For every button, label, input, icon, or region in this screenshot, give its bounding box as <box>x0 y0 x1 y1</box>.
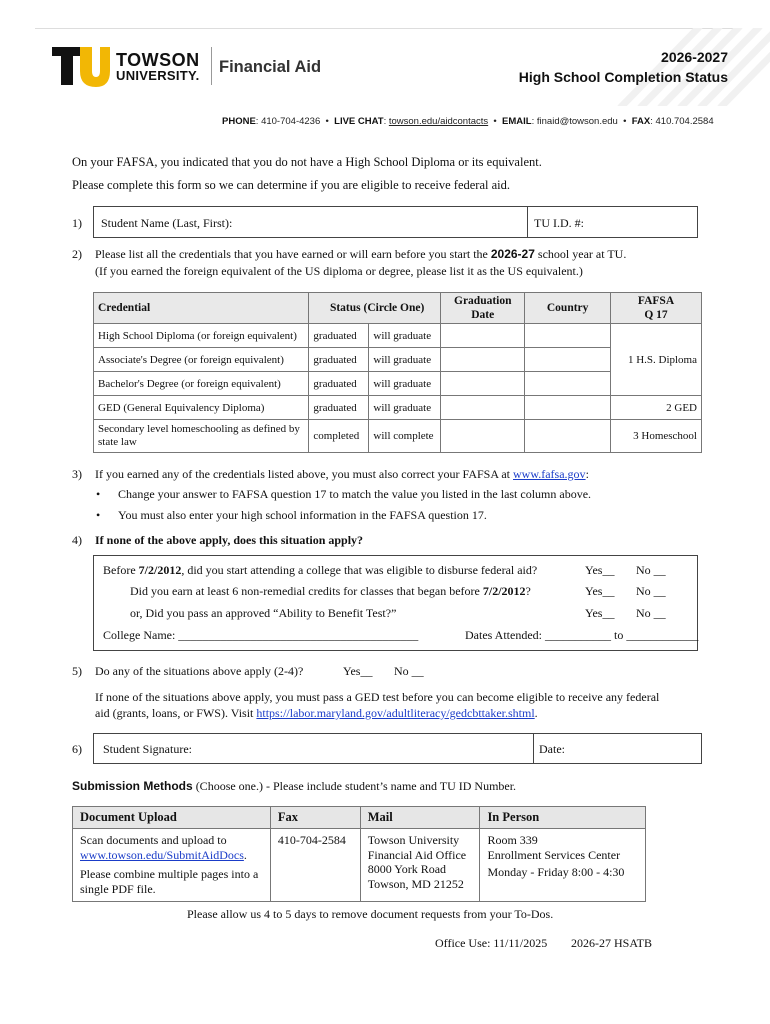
q2-number: 2) <box>72 247 82 261</box>
student-name-box[interactable] <box>93 206 698 238</box>
table-row <box>73 829 646 902</box>
signature-label: Student Signature: <box>103 742 192 756</box>
logo-separator <box>211 47 212 85</box>
q4-line2-a: Did you earn at least 6 non-remedial credits for classes that began before <box>130 584 483 598</box>
q4-date: 7/2/2012 <box>138 563 182 577</box>
fax-number: 410.704.2584 <box>655 116 714 127</box>
col-mail: Mail <box>360 807 480 829</box>
country-cell[interactable] <box>525 396 611 420</box>
country-cell[interactable] <box>525 372 611 396</box>
chat-link[interactable]: towson.edu/aidcontacts <box>388 116 489 127</box>
student-name-label: Student Name (Last, First): <box>101 216 233 230</box>
submission-header-row <box>73 807 646 829</box>
phone-number: 410-704-4236 <box>261 116 321 127</box>
table-row <box>94 420 702 453</box>
q4-line2-b: ? <box>525 584 531 598</box>
date-label: Date: <box>539 742 565 756</box>
mail-line: Towson, MD 21252 <box>367 876 464 891</box>
q5-para-c: . <box>534 706 538 720</box>
ged-link[interactable]: https://labor.maryland.gov/adultliteracy/gedcbttaker.shtml <box>256 706 535 720</box>
credential-cell: Secondary level homeschooling as defined by state law <box>94 420 309 453</box>
q3-colon: : <box>585 467 589 481</box>
q3-bullets <box>118 487 591 523</box>
office-use: Office Use: 11/11/2025 <box>435 936 548 950</box>
form-code: 2026-27 HSATB <box>571 936 653 950</box>
email-label: EMAIL <box>502 116 532 127</box>
yes-option[interactable]: Yes__ <box>585 563 615 577</box>
credential-cell: Associate's Degree (or foreign equivalent) <box>94 348 309 372</box>
q4-line-1 <box>103 563 537 578</box>
status-option[interactable]: will graduate <box>369 348 441 372</box>
in-person-line: Room 339 <box>487 833 538 847</box>
no-option[interactable]: No __ <box>394 664 424 678</box>
status-option[interactable]: will graduate <box>369 324 441 348</box>
q2-note: (If you earned the foreign equivalent of the US diploma or degree, please list it as the US equivalent.) <box>95 264 583 278</box>
credentials-table <box>93 292 702 453</box>
table-row <box>94 348 702 372</box>
q4-title-text: If none of the above apply, does this situation apply? <box>95 533 364 547</box>
submission-instructions: (Choose one.) - Please include student’s name and TU ID Number. <box>192 779 517 793</box>
intro-line-2: Please complete this form so we can determine if you are eligible to receive federal aid. <box>72 178 511 192</box>
q2-text-a: Please list all the credentials that you have earned or will earn before you start the <box>95 247 491 261</box>
table-row <box>94 372 702 396</box>
q5-number: 5) <box>72 664 82 678</box>
table-row <box>94 324 702 348</box>
mail-cell <box>360 829 480 902</box>
col-grad-line-1: Graduation <box>454 295 512 307</box>
name-id-divider <box>527 207 528 237</box>
in-person-line: Enrollment Services Center <box>487 848 621 862</box>
q6-number: 6) <box>72 742 82 756</box>
q4-title <box>95 533 363 548</box>
submission-heading <box>72 779 516 794</box>
status-option[interactable]: graduated <box>309 324 369 348</box>
yes-option[interactable]: Yes__ <box>585 584 615 598</box>
upload-dot: . <box>243 848 247 862</box>
q2-year: 2026-27 <box>490 247 535 261</box>
col-fax: Fax <box>270 807 360 829</box>
graduation-date-cell[interactable] <box>441 420 525 453</box>
status-option[interactable]: will complete <box>369 420 441 453</box>
fafsa-cell: 2 GED <box>611 396 702 420</box>
q5-para-b: aid (grants, loans, or FWS). Visit <box>95 706 257 720</box>
col-in-person: In Person <box>480 807 646 829</box>
q2-text-b: school year at TU. <box>534 247 627 261</box>
status-option[interactable]: completed <box>309 420 369 453</box>
yes-option[interactable]: Yes__ <box>585 606 615 620</box>
form-title: High School Completion Status <box>518 69 728 85</box>
col-fafsa-line-1: FAFSA <box>637 295 675 307</box>
list-item: • You must also enter your high school information in the FAFSA question 17. <box>118 508 591 523</box>
upload-text: Scan documents and upload to <box>80 833 227 847</box>
status-option[interactable]: graduated <box>309 348 369 372</box>
phone-label: PHONE <box>222 116 256 127</box>
signature-box[interactable] <box>93 733 702 764</box>
status-option[interactable]: graduated <box>309 396 369 420</box>
upload-note: Please combine multiple pages into a single PDF file. <box>80 867 259 896</box>
logo-university-text: UNIVERSITY. <box>116 68 200 83</box>
col-document-upload: Document Upload <box>73 807 271 829</box>
no-option[interactable]: No __ <box>636 563 666 577</box>
country-cell[interactable] <box>525 420 611 453</box>
q4-situation-box <box>93 555 698 651</box>
mail-line: Financial Aid Office <box>367 847 467 862</box>
table-row <box>94 396 702 420</box>
yes-option[interactable]: Yes__ <box>343 664 373 678</box>
in-person-cell <box>480 829 646 902</box>
col-fafsa <box>611 293 702 324</box>
q4-line-2 <box>130 584 531 599</box>
q4-date: 7/2/2012 <box>482 584 526 598</box>
q4-line1-a: Before <box>103 563 139 577</box>
fafsa-cell: 3 Homeschool <box>611 420 702 453</box>
col-country: Country <box>525 293 611 324</box>
country-cell[interactable] <box>525 324 611 348</box>
col-fafsa-line-2: Q 17 <box>644 309 668 321</box>
fax-label: FAX <box>631 116 651 127</box>
q5-text: Do any of the situations above apply (2-4)? <box>95 664 304 678</box>
towson-tu-logo <box>52 47 110 87</box>
graduation-date-cell[interactable] <box>441 372 525 396</box>
col-status: Status (Circle One) <box>309 293 441 324</box>
fax-cell: 410-704-2584 <box>270 829 360 902</box>
graduation-date-cell[interactable] <box>441 396 525 420</box>
q2-text <box>95 247 626 262</box>
decorative-stripes <box>600 28 770 106</box>
fafsa-link[interactable]: www.fafsa.gov <box>513 467 586 481</box>
upload-cell <box>73 829 271 902</box>
q5-paragraph-line-2 <box>95 706 538 721</box>
contact-bar: PHONE: 410-704-4236 • LIVE CHAT: towson.edu/aidcontacts • EMAIL: finaid@towson.edu • FAX: 410.704.2584 <box>222 116 714 127</box>
col-grad-line-2: Date <box>471 309 495 321</box>
mail-line: 8000 York Road <box>367 862 447 876</box>
q3-text <box>95 467 589 482</box>
submission-table <box>72 806 646 902</box>
col-graduation-date <box>441 293 525 324</box>
in-person-line: Monday - Friday 8:00 - 4:30 <box>487 865 625 879</box>
signature-date-divider <box>533 734 534 763</box>
credential-cell: High School Diploma (or foreign equivalent) <box>94 324 309 348</box>
logo-towson-text: TOWSON <box>116 50 200 70</box>
no-option[interactable]: No __ <box>636 584 666 598</box>
q1-number: 1) <box>72 216 82 230</box>
status-option[interactable]: will graduate <box>369 396 441 420</box>
q3-text-body: If you earned any of the credentials listed above, you must also correct your FAFSA at <box>95 467 514 481</box>
q4-number: 4) <box>72 533 82 547</box>
credential-cell: GED (General Equivalency Diploma) <box>94 396 309 420</box>
college-name-field[interactable]: College Name: ________________________________________ <box>103 628 419 642</box>
status-option[interactable]: graduated <box>309 372 369 396</box>
submit-docs-link[interactable]: www.towson.edu/SubmitAidDocs <box>80 848 244 862</box>
submission-title: Submission Methods <box>72 779 193 793</box>
graduation-date-cell[interactable] <box>441 348 525 372</box>
form-year: 2026-2027 <box>661 49 728 65</box>
intro-line-1: On your FAFSA, you indicated that you do not have a High School Diploma or its equivalent. <box>72 155 542 169</box>
q3-number: 3) <box>72 467 82 481</box>
list-item: • Change your answer to FAFSA question 17 to match the value you listed in the last column above. <box>118 487 591 502</box>
country-cell[interactable] <box>525 348 611 372</box>
no-option[interactable]: No __ <box>636 606 666 620</box>
graduation-date-cell[interactable] <box>441 324 525 348</box>
q5-paragraph-line-1: If none of the situations above apply, you must pass a GED test before you can become eligible to receive any federal <box>95 690 660 704</box>
status-option[interactable]: will graduate <box>369 372 441 396</box>
col-credential: Credential <box>94 293 309 324</box>
mail-line: Towson University <box>367 833 460 847</box>
department-name: Financial Aid <box>219 58 322 76</box>
dates-attended-field[interactable]: Dates Attended: ___________ to ____________ <box>465 628 699 642</box>
email-address[interactable]: finaid@towson.edu <box>536 116 618 127</box>
q4-line1-b: , did you start attending a college that was eligible to disburse federal aid? <box>181 563 538 577</box>
tu-id-label: TU I.D. #: <box>534 216 584 230</box>
fafsa-cell: 1 H.S. Diploma <box>611 324 702 396</box>
credential-cell: Bachelor's Degree (or foreign equivalent) <box>94 372 309 396</box>
credentials-header-row <box>94 293 702 324</box>
processing-note: Please allow us 4 to 5 days to remove document requests from your To-Dos. <box>187 907 554 921</box>
q4-line-3: or, Did you pass an approved “Ability to Benefit Test?” <box>130 606 397 620</box>
chat-label: LIVE CHAT <box>334 116 384 127</box>
